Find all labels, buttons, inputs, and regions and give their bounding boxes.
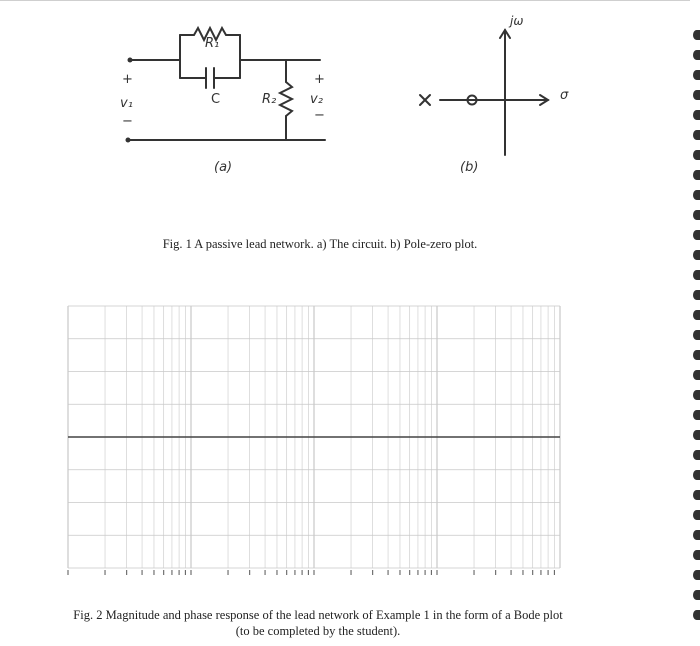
binding-ring [693,350,700,360]
binding-ring [693,330,700,340]
page-top-edge [0,0,690,1]
pole-zero-part-label: (b) [460,160,479,175]
binding-ring [693,90,700,100]
binding-ring [693,30,700,40]
binding-ring [693,550,700,560]
jw-axis-label: jω [510,14,524,28]
binding-ring [693,50,700,60]
v1-label: v₁ [120,96,133,111]
binding-ring [693,530,700,540]
binding-ring [693,570,700,580]
r2-label: R₂ [262,92,277,107]
v1-plus: + [122,72,133,87]
v1-minus: − [122,114,133,129]
spiral-binding [690,30,700,630]
binding-ring [693,170,700,180]
c-label: C [211,92,221,107]
binding-ring [693,390,700,400]
bode-plot-grid [60,298,570,583]
binding-ring [693,370,700,380]
binding-ring [693,150,700,160]
binding-ring [693,410,700,420]
fig2-caption-line2: (to be completed by the student). [235,624,401,638]
binding-ring [693,70,700,80]
v2-plus: + [314,72,325,87]
binding-ring [693,130,700,140]
binding-ring [693,210,700,220]
v2-minus: − [314,108,325,123]
binding-ring [693,470,700,480]
binding-ring [693,510,700,520]
binding-ring [693,290,700,300]
sigma-axis-label: σ [560,88,569,103]
binding-ring [693,270,700,280]
binding-ring [693,450,700,460]
v2-label: v₂ [310,92,323,107]
r1-label: R₁ [205,36,220,51]
fig1-caption: Fig. 1 A passive lead network. a) The circuit. b) Pole-zero plot. [162,237,478,251]
circuit-part-label: (a) [214,160,233,175]
binding-ring [693,230,700,240]
binding-ring [693,110,700,120]
pole-zero-plot [410,15,580,165]
binding-ring [693,430,700,440]
binding-ring [693,590,700,600]
binding-ring [693,310,700,320]
binding-ring [693,490,700,500]
binding-ring [693,610,700,620]
binding-ring [693,190,700,200]
binding-ring [693,250,700,260]
fig2-caption-line1: Fig. 2 Magnitude and phase response of the lead network of Example 1 in the form of a Bode plot [73,608,563,622]
